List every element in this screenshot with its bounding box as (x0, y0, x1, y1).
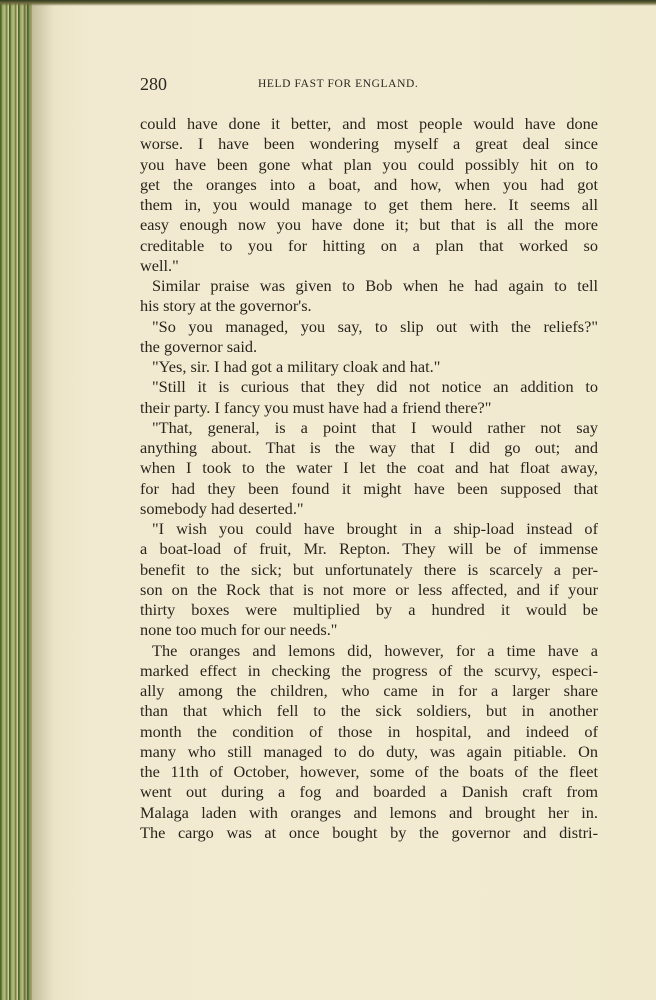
text-line: well." (140, 255, 179, 275)
text-line: when I took to the water I let the coat and hat float away, (140, 458, 598, 478)
text-line: his story at the governor's. (140, 296, 312, 316)
text-line: somebody had deserted." (140, 498, 304, 518)
text-line: get the oranges into a boat, and how, when you had got (140, 174, 598, 194)
text-line: "That, general, is a point that I would rather not say (152, 417, 598, 437)
text-line: Similar praise was given to Bob when he had again to tell (152, 276, 598, 295)
text-line: The oranges and lemons did, however, for a time have a (152, 640, 598, 660)
text-line: "Still it is curious that they did not notice an addition to (152, 377, 598, 397)
text-line: the 11th of October, however, some of the boats of the fleet (140, 762, 598, 781)
text-line: than that which fell to the sick soldiers, but in another (140, 701, 598, 721)
text-line: their party. I fancy you must have had a friend there?" (140, 397, 492, 417)
text-line: creditable to you for hitting on a plan that worked so (140, 235, 598, 255)
gutter-shadow (24, 0, 54, 1000)
page-number: 280 (140, 74, 167, 94)
text-line: could have done it better, and most people would have done (140, 114, 598, 133)
page-header (140, 74, 600, 98)
body-text (140, 114, 598, 843)
text-line: "So you managed, you say, to slip out with the reliefs?" (152, 316, 598, 336)
text-line: marked effect in checking the progress of the scurvy, especi- (140, 660, 598, 680)
text-line: the governor said. (140, 336, 258, 356)
running-head: HELD FAST FOR ENGLAND. (258, 78, 419, 90)
text-line: you have been gone what plan you could possibly hit on to (140, 154, 598, 174)
text-line: son on the Rock that is not more or less affected, and if your (140, 579, 598, 599)
text-line: a boat-load of fruit, Mr. Repton. They will be of immense (140, 539, 598, 559)
text-line: Malaga laden with oranges and lemons and brought her in. (140, 802, 598, 822)
text-line: thirty boxes were multiplied by a hundred it would be (140, 600, 598, 619)
text-line: for had they been found it might have been supposed that (140, 478, 598, 498)
text-line: "I wish you could have brought in a ship-load instead of (152, 519, 598, 538)
text-line: many who still managed to do duty, was again pitiable. On (140, 741, 598, 761)
text-line: benefit to the sick; but unfortunately there is scarcely a per- (140, 559, 598, 579)
text-line: ally among the children, who came in for a larger share (140, 681, 598, 700)
text-line: anything about. That is the way that I did go out; and (140, 438, 598, 457)
text-line: The cargo was at once bought by the governor and distri- (140, 822, 598, 842)
page-top-edge (0, 0, 656, 6)
text-line: easy enough now you have done it; but that is all the more (140, 215, 598, 235)
text-line: none too much for our needs." (140, 620, 338, 640)
text-line: month the condition of those in hospital, and indeed of (140, 721, 598, 741)
text-line: them in, you would manage to get them here. It seems all (140, 195, 598, 214)
text-line: went out during a fog and boarded a Danish craft from (140, 782, 598, 802)
text-line: "Yes, sir. I had got a military cloak and hat." (152, 357, 441, 376)
text-line: worse. I have been wondering myself a great deal since (140, 134, 598, 154)
